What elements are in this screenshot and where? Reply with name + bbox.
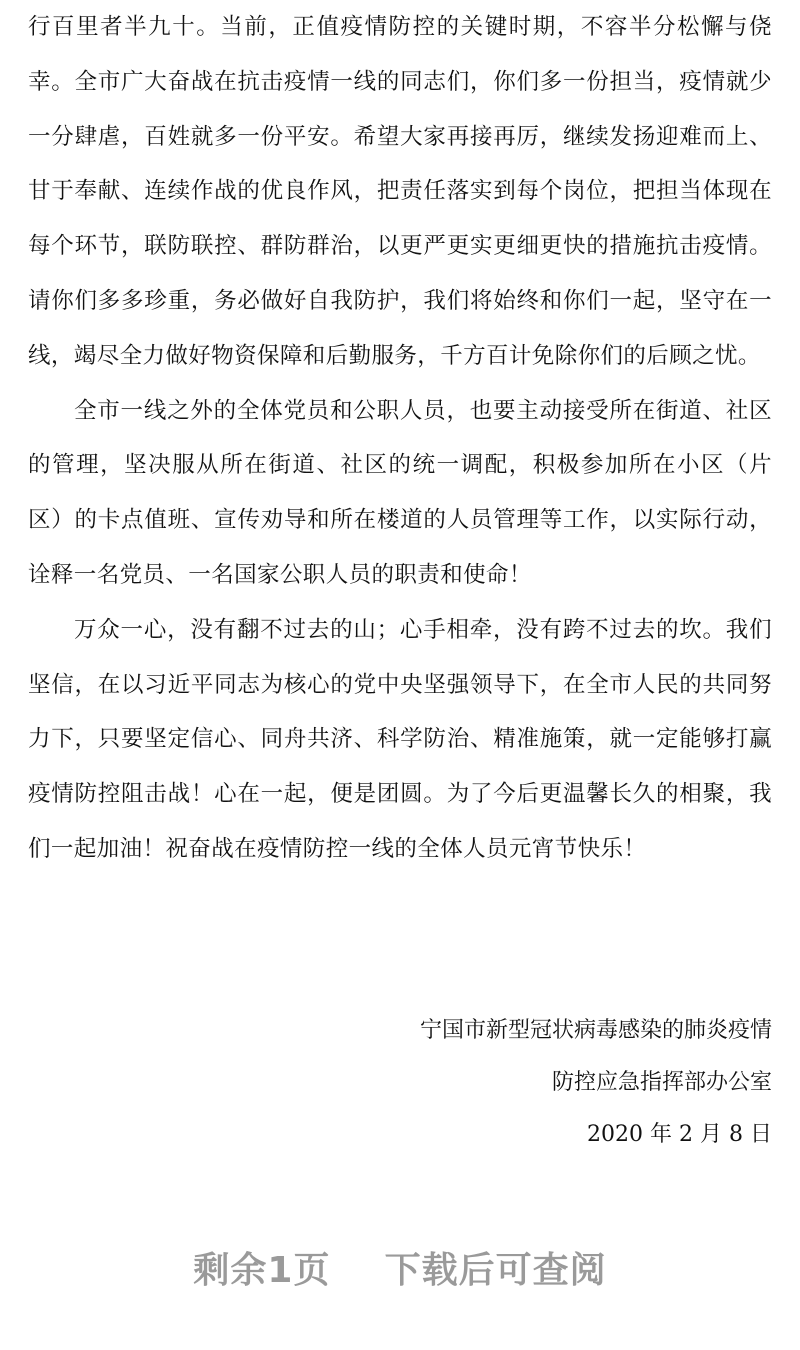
download-more-banner[interactable] xyxy=(0,1242,800,1293)
signature-block xyxy=(420,1005,772,1161)
signature-org-line-1: 宁国市新型冠状病毒感染的肺炎疫情 xyxy=(419,1018,772,1043)
signature-date: 2020 年 2 月 8 日 xyxy=(587,1122,772,1147)
paragraph-3: 万众一心，没有翻不过去的山；心手相牵，没有跨不过去的坎。我们坚信，在以习近平同志为核心的党中央坚强领导下，在全市人民的共同努力下，只要坚定信心、同舟共济、科学防治、精准施策，就一定能够打赢疫情防控阻击战！心在一起，便是团圆。为了今后更温馨长久的相聚，我们一起加油！祝奋战在疫情防控一线的全体人员元宵节快乐！ xyxy=(28,616,772,862)
signature-org-line-2: 防控应急指挥部办公室 xyxy=(551,1070,772,1095)
remaining-pages-text: 剩余1页 xyxy=(193,1250,331,1291)
paragraph-2: 全市一线之外的全体党员和公职人员，也要主动接受所在街道、社区的管理，坚决服从所在街道、社区的统一调配，积极参加所在小区（片区）的卡点值班、宣传劝导和所在楼道的人员管理等工作，以实际行动，诠释一名党员、一名国家公职人员的职责和使命！ xyxy=(28,397,772,588)
download-to-view-text: 下载后可查阅 xyxy=(384,1250,607,1291)
document-body xyxy=(28,0,772,877)
paragraph-1: 行百里者半九十。当前，正值疫情防控的关键时期，不容半分松懈与侥幸。全市广大奋战在抗击疫情一线的同志们，你们多一份担当，疫情就少一分肆虐，百姓就多一份平安。希望大家再接再厉，继续发扬迎难而上、甘于奉献、连续作战的优良作风，把责任落实到每个岗位，把担当体现在每个环节，联防联控、群防群治，以更严更实更细更快的措施抗击疫情。请你们多多珍重，务必做好自我防护，我们将始终和你们一起，坚守在一线，竭尽全力做好物资保障和后勤服务，千方百计免除你们的后顾之忧。 xyxy=(28,14,772,369)
